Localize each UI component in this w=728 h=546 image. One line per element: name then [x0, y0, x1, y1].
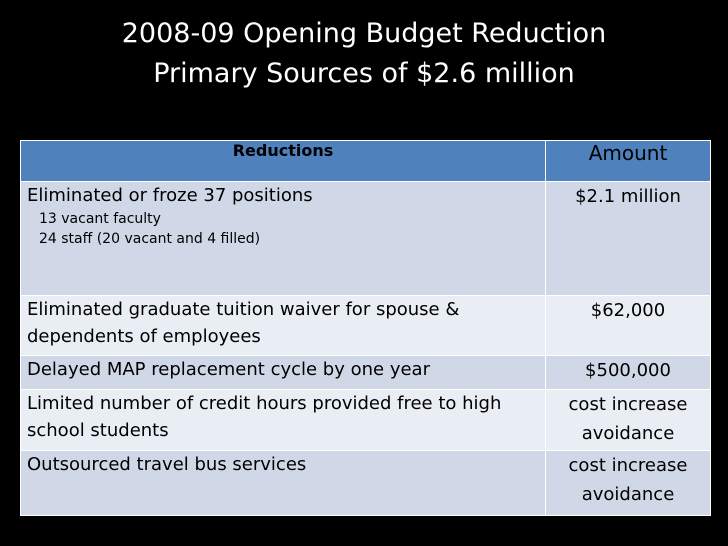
title-line-1: 2008-09 Opening Budget Reduction	[121, 18, 607, 49]
table-row	[21, 182, 711, 296]
slide-title	[0, 14, 728, 94]
title-line-2: Primary Sources of $2.6 million	[153, 58, 575, 89]
amount-cell: $2.1 million	[546, 182, 711, 296]
reduction-text: Eliminated or froze 37 positions	[27, 185, 313, 206]
amount-cell: $62,000	[546, 296, 711, 356]
amount-cell: $500,000	[546, 356, 711, 390]
reduction-cell: Eliminated graduate tuition waiver for spouse & dependents of employees	[21, 296, 546, 356]
amount-cell: cost increase avoidance	[546, 451, 711, 516]
table-row	[21, 356, 711, 390]
reduction-cell: Delayed MAP replacement cycle by one year	[21, 356, 546, 390]
table-header-row	[21, 141, 711, 182]
table-row	[21, 451, 711, 516]
table-row	[21, 296, 711, 356]
amount-cell: cost increase avoidance	[546, 390, 711, 451]
reduction-cell: Limited number of credit hours provided free to high school students	[21, 390, 546, 451]
reduction-subitem: 13 vacant faculty	[39, 211, 161, 227]
table-row	[21, 390, 711, 451]
budget-reduction-table	[20, 140, 711, 516]
reduction-cell	[21, 182, 546, 296]
header-amount: Amount	[546, 141, 711, 182]
reduction-subitem: 24 staff (20 vacant and 4 filled)	[39, 231, 261, 247]
header-reductions: Reductions	[21, 141, 546, 182]
reduction-cell: Outsourced travel bus services	[21, 451, 546, 516]
